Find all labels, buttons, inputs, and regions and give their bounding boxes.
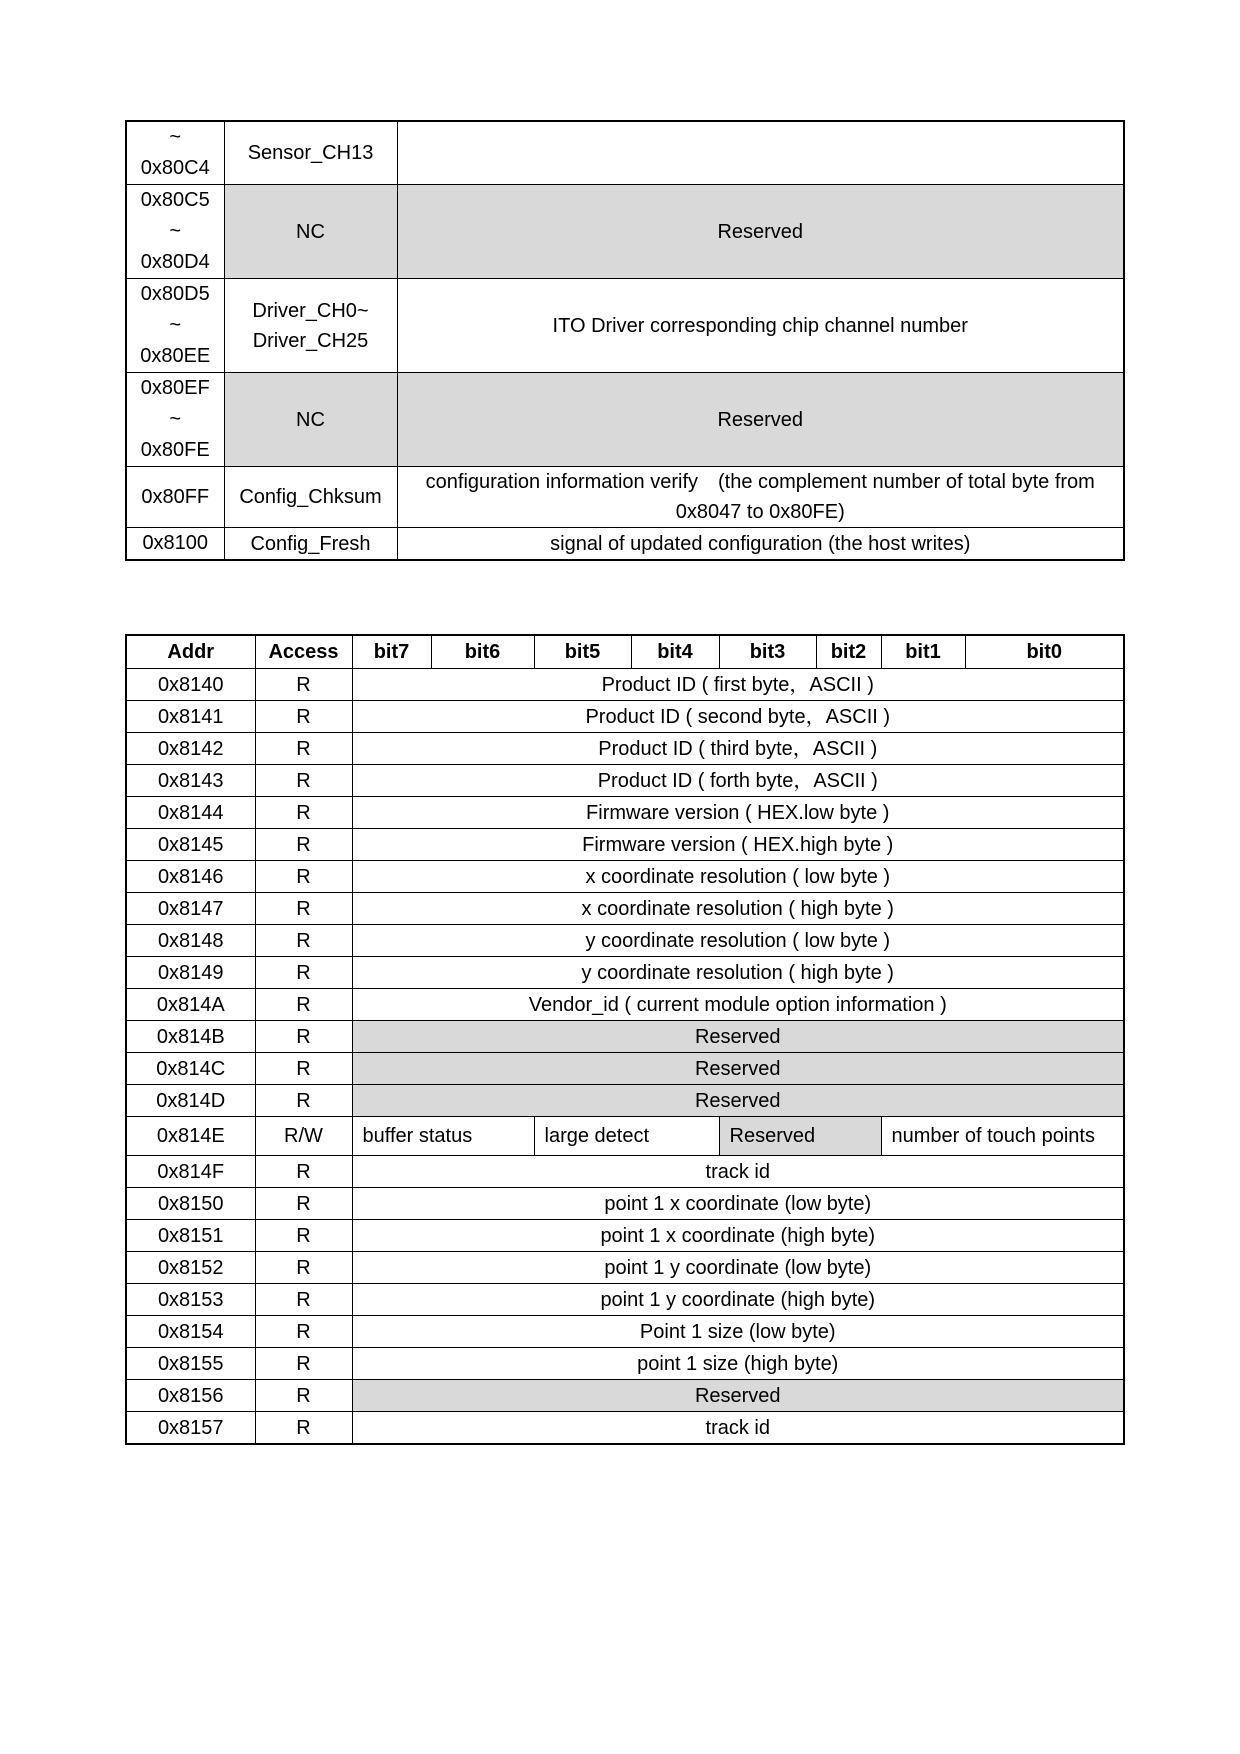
access-cell: R: [255, 1021, 352, 1053]
table-row: [126, 797, 1124, 829]
table-row: [126, 861, 1124, 893]
address-cell: 0x814D: [126, 1085, 255, 1117]
address-cell: 0x8150: [126, 1188, 255, 1220]
table-row: [126, 925, 1124, 957]
address-cell: 0x814C: [126, 1053, 255, 1085]
register-name-cell: [224, 373, 397, 467]
config-register-table-body: [126, 121, 1124, 560]
header-bit5: bit5: [534, 635, 631, 669]
access-cell: R: [255, 733, 352, 765]
table-row: [126, 829, 1124, 861]
table-row: [126, 893, 1124, 925]
description-cell: y coordinate resolution ( high byte ): [352, 957, 1124, 989]
table-row: [126, 1156, 1124, 1188]
address-line: 0x80EE: [140, 345, 211, 367]
table-row: [126, 1220, 1124, 1252]
address-cell: [126, 373, 224, 467]
address-line: 0x80FF: [141, 485, 210, 508]
description-cell: Product ID ( third byte，ASCII ): [352, 733, 1124, 765]
description-cell: [397, 185, 1124, 279]
address-cell: 0x814F: [126, 1156, 255, 1188]
table-row: [126, 701, 1124, 733]
address-cell: 0x8156: [126, 1380, 255, 1412]
address-cell: 0x8154: [126, 1316, 255, 1348]
header-bit0: bit0: [965, 635, 1124, 669]
description-cell: Reserved: [352, 1380, 1124, 1412]
address-cell: 0x8153: [126, 1284, 255, 1316]
coordinate-register-table-body: [126, 669, 1124, 1445]
description-cell: [397, 373, 1124, 467]
description-cell: Reserved: [352, 1053, 1124, 1085]
description-cell: y coordinate resolution ( low byte ): [352, 925, 1124, 957]
description-cell: point 1 size (high byte): [352, 1348, 1124, 1380]
table-row: [126, 1284, 1124, 1316]
description-cell: [397, 121, 1124, 185]
address-line: 0x80FE: [140, 439, 210, 461]
table-row: [126, 1412, 1124, 1445]
config-register-table: [125, 120, 1125, 561]
description-cell: x coordinate resolution ( high byte ): [352, 893, 1124, 925]
header-addr: Addr: [126, 635, 255, 669]
address-cell: 0x8144: [126, 797, 255, 829]
address-cell: 0x8146: [126, 861, 255, 893]
access-cell: R: [255, 701, 352, 733]
address-cell: 0x8147: [126, 893, 255, 925]
register-name-line: Config_Fresh: [250, 532, 371, 555]
access-cell: R: [255, 669, 352, 701]
description-cell: [397, 279, 1124, 373]
table-row: [126, 1380, 1124, 1412]
description-cell: Reserved: [352, 1085, 1124, 1117]
access-cell: R: [255, 861, 352, 893]
register-name-line: Driver_CH25: [252, 329, 369, 352]
address-line: ~: [169, 126, 182, 148]
header-bit6: bit6: [431, 635, 534, 669]
access-cell: R: [255, 1284, 352, 1316]
register-name-cell: [224, 279, 397, 373]
address-cell: 0x8143: [126, 765, 255, 797]
address-cell: 0x8155: [126, 1348, 255, 1380]
address-cell: [126, 467, 224, 528]
description-cell: Reserved: [352, 1021, 1124, 1053]
access-cell: R: [255, 797, 352, 829]
header-bit2: bit2: [816, 635, 881, 669]
header-row: [126, 635, 1124, 669]
address-cell: 0x8142: [126, 733, 255, 765]
access-cell: R: [255, 1412, 352, 1445]
description-line: signal of updated configuration (the host writes): [550, 532, 971, 555]
table-row: [126, 1117, 1124, 1156]
address-cell: 0x8152: [126, 1252, 255, 1284]
register-name-line: NC: [296, 408, 325, 431]
description-cell: Vendor_id ( current module option information ): [352, 989, 1124, 1021]
address-line: 0x80C4: [140, 157, 210, 179]
register-name-line: Driver_CH0~: [252, 299, 369, 322]
address-cell: [126, 185, 224, 279]
table-row: [126, 669, 1124, 701]
table-row: [126, 279, 1124, 373]
access-cell: R: [255, 1220, 352, 1252]
header-bit7: bit7: [352, 635, 431, 669]
access-cell: R: [255, 1085, 352, 1117]
table-row: [126, 765, 1124, 797]
description-line: Reserved: [717, 220, 804, 243]
table-row: [126, 1053, 1124, 1085]
register-name-line: Config_Chksum: [239, 486, 382, 508]
access-cell: R: [255, 1348, 352, 1380]
address-line: ~: [169, 220, 182, 242]
register-name-cell: [224, 467, 397, 528]
header-bit3: bit3: [719, 635, 816, 669]
address-cell: 0x814A: [126, 989, 255, 1021]
description-cell: track id: [352, 1156, 1124, 1188]
access-cell: R: [255, 765, 352, 797]
description-cell: point 1 x coordinate (low byte): [352, 1188, 1124, 1220]
address-cell: 0x814E: [126, 1117, 255, 1156]
description-cell: [397, 528, 1124, 561]
access-cell: R: [255, 1252, 352, 1284]
table-row: [126, 467, 1124, 528]
description-line: ITO Driver corresponding chip channel number: [552, 314, 968, 337]
access-cell: R: [255, 829, 352, 861]
register-name-line: Sensor_CH13: [247, 142, 374, 164]
header-access: Access: [255, 635, 352, 669]
access-cell: R: [255, 989, 352, 1021]
address-cell: 0x8157: [126, 1412, 255, 1445]
description-cell: point 1 x coordinate (high byte): [352, 1220, 1124, 1252]
access-cell: R/W: [255, 1117, 352, 1156]
table-row: [126, 989, 1124, 1021]
table-row: [126, 1085, 1124, 1117]
large-detect-cell: large detect: [534, 1117, 719, 1156]
address-line: ~: [169, 314, 182, 336]
access-cell: R: [255, 957, 352, 989]
access-cell: R: [255, 1380, 352, 1412]
table-row: [126, 121, 1124, 185]
address-cell: [126, 528, 224, 561]
access-cell: R: [255, 1156, 352, 1188]
touch-points-cell: number of touch points: [881, 1117, 1124, 1156]
address-cell: [126, 121, 224, 185]
description-cell: x coordinate resolution ( low byte ): [352, 861, 1124, 893]
address-cell: 0x8145: [126, 829, 255, 861]
access-cell: R: [255, 1188, 352, 1220]
address-line: ~: [169, 408, 182, 430]
address-line: 0x80D4: [140, 251, 210, 273]
description-cell: Firmware version ( HEX.high byte ): [352, 829, 1124, 861]
description-line: Reserved: [717, 408, 804, 431]
table-row: [126, 733, 1124, 765]
description-cell: Product ID ( first byte，ASCII ): [352, 669, 1124, 701]
address-cell: 0x814B: [126, 1021, 255, 1053]
header-bit4: bit4: [631, 635, 719, 669]
access-cell: R: [255, 1316, 352, 1348]
address-cell: 0x8148: [126, 925, 255, 957]
reserved-cell: Reserved: [719, 1117, 881, 1156]
table-row: [126, 1188, 1124, 1220]
buffer-status-cell: buffer status: [352, 1117, 534, 1156]
description-cell: point 1 y coordinate (high byte): [352, 1284, 1124, 1316]
table-row: [126, 528, 1124, 561]
access-cell: R: [255, 925, 352, 957]
table-row: [126, 185, 1124, 279]
address-cell: 0x8151: [126, 1220, 255, 1252]
register-name-cell: [224, 528, 397, 561]
access-cell: R: [255, 1053, 352, 1085]
access-cell: R: [255, 893, 352, 925]
address-cell: 0x8141: [126, 701, 255, 733]
description-cell: Product ID ( second byte，ASCII ): [352, 701, 1124, 733]
address-line: 0x8100: [142, 532, 209, 554]
address-cell: 0x8149: [126, 957, 255, 989]
description-cell: [397, 467, 1124, 528]
address-line: 0x80D5: [140, 283, 210, 305]
header-bit1: bit1: [881, 635, 965, 669]
table-row: [126, 1316, 1124, 1348]
address-cell: [126, 279, 224, 373]
coordinate-register-table: [125, 634, 1125, 1445]
table-row: [126, 1252, 1124, 1284]
description-line: 0x8047 to 0x80FE): [675, 501, 845, 523]
table-row: [126, 1348, 1124, 1380]
address-line: 0x80C5: [140, 189, 210, 211]
table-row: [126, 1021, 1124, 1053]
description-cell: Firmware version ( HEX.low byte ): [352, 797, 1124, 829]
address-cell: 0x8140: [126, 669, 255, 701]
register-name-cell: [224, 121, 397, 185]
table-row: [126, 957, 1124, 989]
description-cell: Point 1 size (low byte): [352, 1316, 1124, 1348]
description-cell: track id: [352, 1412, 1124, 1445]
description-cell: point 1 y coordinate (low byte): [352, 1252, 1124, 1284]
address-line: 0x80EF: [140, 377, 210, 399]
description-line: configuration information verify (the complement number of total byte from: [425, 471, 1095, 493]
description-cell: Product ID ( forth byte，ASCII ): [352, 765, 1124, 797]
register-name-line: NC: [296, 220, 325, 243]
table-row: [126, 373, 1124, 467]
register-name-cell: [224, 185, 397, 279]
